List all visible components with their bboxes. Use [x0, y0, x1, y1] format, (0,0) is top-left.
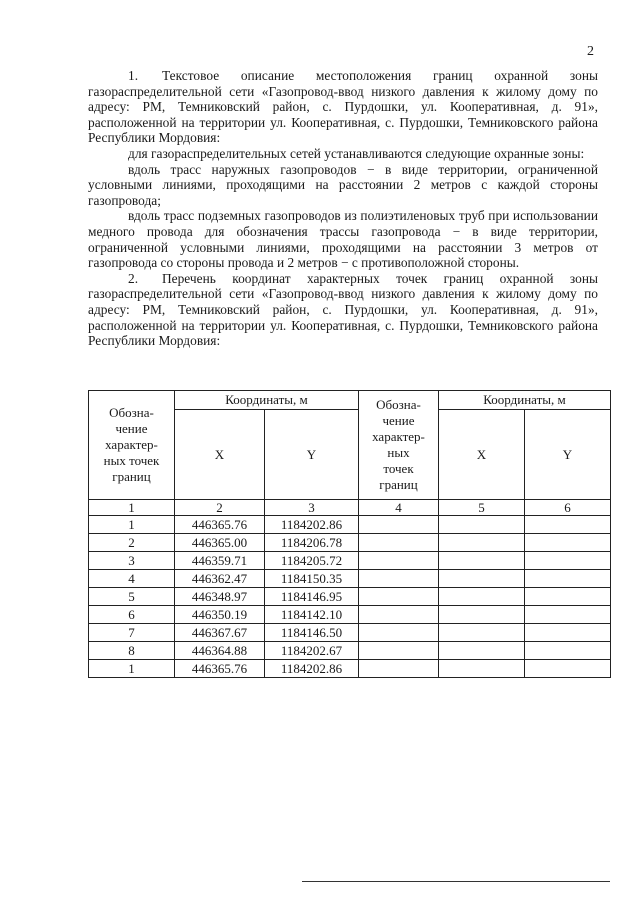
empty-cell: [439, 642, 525, 660]
table-row: [89, 606, 611, 624]
paragraph-5: [88, 271, 598, 349]
paragraph-5-number: 2.: [128, 270, 139, 286]
coordinates-table: [88, 390, 611, 678]
point-id: 6: [89, 606, 175, 624]
table-row: [89, 570, 611, 588]
empty-cell: [525, 588, 611, 606]
empty-cell: [359, 642, 439, 660]
coord-x: 446364.88: [175, 642, 265, 660]
point-id: 8: [89, 642, 175, 660]
column-number: 1: [89, 500, 175, 516]
document-body: [88, 68, 598, 349]
paragraph-1: [88, 68, 598, 146]
header-coords-label-2: Координаты, м: [439, 391, 611, 410]
table-row: [89, 516, 611, 534]
coord-x: 446365.76: [175, 660, 265, 678]
column-number: 2: [175, 500, 265, 516]
coord-y: 1184202.86: [265, 516, 359, 534]
paragraph-1-text: Текстовое описание местоположения границ охранной зоны газораспределительной сети «Газопровод-ввод низкого давления к жилому дому по адресу: РМ, Темниковский район, с. Пурдошки, ул. Кооперативная, д. 91», расположенной на территории ул. Кооперативная, с. Пурдошки, Темниковского района Республики Мордовия:: [88, 68, 598, 146]
empty-cell: [359, 534, 439, 552]
coord-y: 1184202.67: [265, 642, 359, 660]
coord-x: 446365.76: [175, 516, 265, 534]
coord-y: 1184202.86: [265, 660, 359, 678]
empty-cell: [359, 570, 439, 588]
table-row: [89, 552, 611, 570]
coord-x: 446350.19: [175, 606, 265, 624]
header-coords-label: Координаты, м: [175, 391, 359, 410]
empty-cell: [439, 624, 525, 642]
empty-cell: [359, 588, 439, 606]
point-id: 2: [89, 534, 175, 552]
empty-cell: [439, 588, 525, 606]
point-id: 4: [89, 570, 175, 588]
paragraph-3: вдоль трасс наружных газопроводов − в виде территории, ограниченной условными линиями, проходящими на расстоянии 2 метров с каждой стороны газопровода;: [88, 161, 598, 208]
coord-x: 446359.71: [175, 552, 265, 570]
empty-cell: [359, 516, 439, 534]
empty-cell: [359, 552, 439, 570]
empty-cell: [439, 552, 525, 570]
column-number: 3: [265, 500, 359, 516]
coord-y: 1184206.78: [265, 534, 359, 552]
column-number: 6: [525, 500, 611, 516]
coord-x: 446362.47: [175, 570, 265, 588]
header-y: Y: [265, 410, 359, 500]
column-number: 5: [439, 500, 525, 516]
footer-divider: [302, 881, 610, 882]
empty-cell: [439, 516, 525, 534]
header-x-2: X: [439, 410, 525, 500]
empty-cell: [439, 534, 525, 552]
empty-cell: [525, 534, 611, 552]
point-id: 1: [89, 660, 175, 678]
empty-cell: [525, 642, 611, 660]
paragraph-4: вдоль трасс подземных газопроводов из полиэтиленовых труб при использовании медного провода для обозначения трассы газопровода − в виде территории, ограниченной условными линиями, проходящими на расстоянии 3 метров от газопровода со стороны провода и 2 метров − с противоположной стороны.: [88, 208, 598, 271]
empty-cell: [525, 660, 611, 678]
coord-x: 446367.67: [175, 624, 265, 642]
header-y-2: Y: [525, 410, 611, 500]
empty-cell: [525, 516, 611, 534]
coord-y: 1184146.95: [265, 588, 359, 606]
coord-x: 446365.00: [175, 534, 265, 552]
empty-cell: [359, 624, 439, 642]
page-number: 2: [587, 44, 594, 59]
coord-x: 446348.97: [175, 588, 265, 606]
empty-cell: [525, 552, 611, 570]
table-row: [89, 660, 611, 678]
point-id: 3: [89, 552, 175, 570]
header-point-label-2: Обозна- чение характер- ных точек границ: [359, 391, 439, 500]
coord-y: 1184146.50: [265, 624, 359, 642]
paragraph-2: для газораспределительных сетей устанавливаются следующие охранные зоны:: [128, 145, 585, 161]
empty-cell: [525, 570, 611, 588]
paragraph-1-number: 1.: [128, 68, 139, 83]
point-id: 7: [89, 624, 175, 642]
paragraph-5-text: Перечень координат характерных точек границ охранной зоны газораспределительной сети «Газопровод-ввод низкого давления к жилому дому по адресу: РМ, Темниковский район, с. Пурдошки, ул. Кооперативная, д. 91», расположенной на территории ул. Кооперативная, с. Пурдошки, Темниковского района Республики Мордовия:: [88, 270, 598, 349]
empty-cell: [525, 606, 611, 624]
empty-cell: [439, 606, 525, 624]
empty-cell: [439, 570, 525, 588]
coord-y: 1184142.10: [265, 606, 359, 624]
table-row: [89, 642, 611, 660]
coord-y: 1184150.35: [265, 570, 359, 588]
table-row: [89, 534, 611, 552]
coord-y: 1184205.72: [265, 552, 359, 570]
empty-cell: [439, 660, 525, 678]
table-row: [89, 624, 611, 642]
empty-cell: [359, 660, 439, 678]
point-id: 1: [89, 516, 175, 534]
header-point-label: Обозна- чение характер- ных точек границ: [89, 391, 175, 500]
empty-cell: [359, 606, 439, 624]
table-row: [89, 588, 611, 606]
header-x: X: [175, 410, 265, 500]
point-id: 5: [89, 588, 175, 606]
empty-cell: [525, 624, 611, 642]
column-number: 4: [359, 500, 439, 516]
